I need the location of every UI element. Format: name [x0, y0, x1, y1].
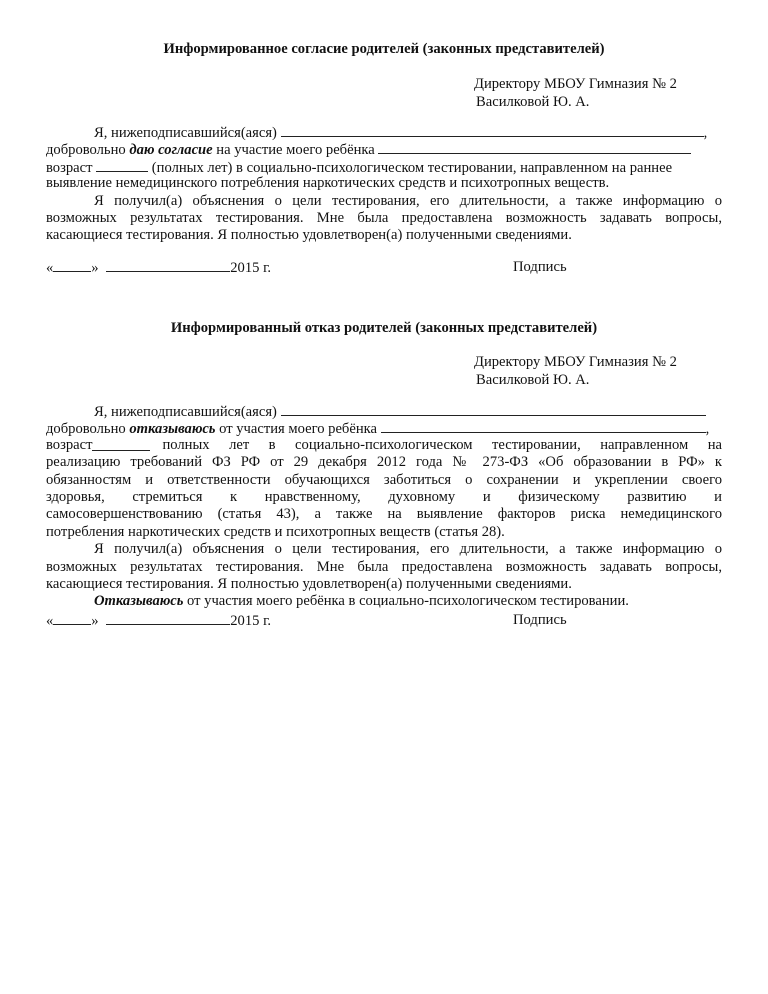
text: (полных лет) в социально-психологическом тестировании, направленном на раннее: [151, 159, 673, 176]
year-text: 2015 г.: [230, 613, 272, 629]
consent-p2-line-1: Я получил(а) объяснения о цели тестирования, его длительности, а также информацию о: [94, 192, 722, 209]
age-label: возраст: [46, 159, 93, 176]
text: полных лет в социально-психологическом тестировании, направленном на: [162, 436, 722, 453]
consent-emphasis: даю согласие: [129, 142, 213, 159]
refusal-emphasis: Отказываюсь: [94, 593, 184, 610]
signer-label: Я, нижеподписавшийся(аяся): [94, 404, 277, 420]
refusal-p2-line-2: возможных результатах тестирования. Мне была предоставлена возможность задавать вопросы,: [46, 558, 722, 575]
quote: »: [91, 613, 99, 629]
comma: ,: [703, 125, 708, 141]
quote: «: [46, 260, 54, 276]
refusal-line-3: [46, 437, 722, 454]
consent-line-4: выявление немедицинского потребления наркотических средств и психотропных веществ.: [46, 175, 610, 192]
addressee-line-1: Директору МБОУ Гимназия № 2: [474, 354, 677, 370]
consent-p2-line-2: возможных результатах тестирования. Мне была предоставлена возможность задавать вопросы,: [46, 209, 722, 226]
refusal-line-5: обязанностям и ответственности обучающихся заботиться о сохранении и укреплении своего: [46, 471, 722, 488]
refusal-signature-row: [46, 611, 722, 629]
addressee-line-2: Василковой Ю. А.: [476, 371, 590, 388]
refusal-line-6: здоровья, стремиться к нравственному, духовному и физическому развитию и: [46, 488, 722, 505]
refusal-title: Информированный отказ родителей (законных представителей): [170, 320, 598, 336]
text: добровольно: [46, 421, 130, 438]
refusal-line-7: самосовершенствованию (статья 43), а также на выявление факторов риска немедицинского: [46, 506, 722, 523]
text: на участие моего ребёнка: [212, 142, 375, 159]
consent-body: [46, 123, 722, 245]
signer-label: Я, нижеподписавшийся(аяся): [94, 125, 277, 141]
quote: »: [91, 260, 99, 276]
refusal-emphasis: отказываюсь: [129, 421, 216, 438]
refusal-signature-label: Подпись: [513, 612, 567, 628]
refusal-p2-line-3: касающиеся тестирования. Я полностью удовлетворен(а) полученными сведениями.: [46, 575, 572, 592]
refusal-date: [46, 611, 271, 630]
quote: «: [46, 613, 54, 629]
consent-signature-label: Подпись: [513, 259, 567, 275]
signer-name-field[interactable]: [281, 123, 704, 137]
refusal-line-8: потребления наркотических средств и психотропных веществ (статья 28).: [46, 523, 505, 540]
consent-signature-row: [46, 258, 722, 276]
consent-p2-line-3: касающиеся тестирования. Я полностью удовлетворен(а) полученными сведениями.: [46, 227, 572, 244]
day-field[interactable]: [53, 258, 91, 272]
consent-line-1: [46, 123, 722, 140]
refusal-body: [46, 402, 722, 611]
refusal-p2-line-1: Я получил(а) объяснения о цели тестирования, его длительности, а также информацию о: [94, 541, 722, 558]
signer-name-field[interactable]: [281, 402, 706, 416]
child-name-field[interactable]: [381, 419, 706, 433]
addressee-line-1: Директору МБОУ Гимназия № 2: [474, 76, 677, 92]
month-field[interactable]: [106, 258, 230, 272]
child-age-field[interactable]: [92, 437, 150, 451]
text: от участия моего ребёнка в социально-психологическом тестировании.: [183, 593, 629, 610]
consent-date: [46, 258, 271, 277]
month-field[interactable]: [106, 611, 230, 625]
consent-line-2: [46, 140, 722, 157]
consent-title: Информированное согласие родителей (законных представителей): [163, 41, 605, 57]
refusal-p3-line: [46, 593, 722, 610]
child-age-field[interactable]: [96, 158, 148, 172]
day-field[interactable]: [53, 611, 91, 625]
text: добровольно: [46, 142, 130, 159]
text: от участия моего ребёнка: [215, 421, 377, 438]
addressee-line-2: Василковой Ю. А.: [476, 93, 590, 110]
age-label: возраст: [46, 436, 93, 453]
refusal-addressee: [474, 354, 734, 389]
refusal-line-2: [46, 419, 722, 436]
consent-line-3: [46, 158, 722, 175]
comma: ,: [705, 421, 710, 438]
year-text: 2015 г.: [230, 260, 272, 276]
refusal-line-4: реализацию требований ФЗ РФ от 29 декабря 2012 года № 273-ФЗ «Об образовании в РФ» к: [46, 454, 722, 471]
child-name-field[interactable]: [378, 140, 691, 154]
refusal-line-1: [46, 402, 722, 419]
consent-addressee: [474, 76, 734, 111]
